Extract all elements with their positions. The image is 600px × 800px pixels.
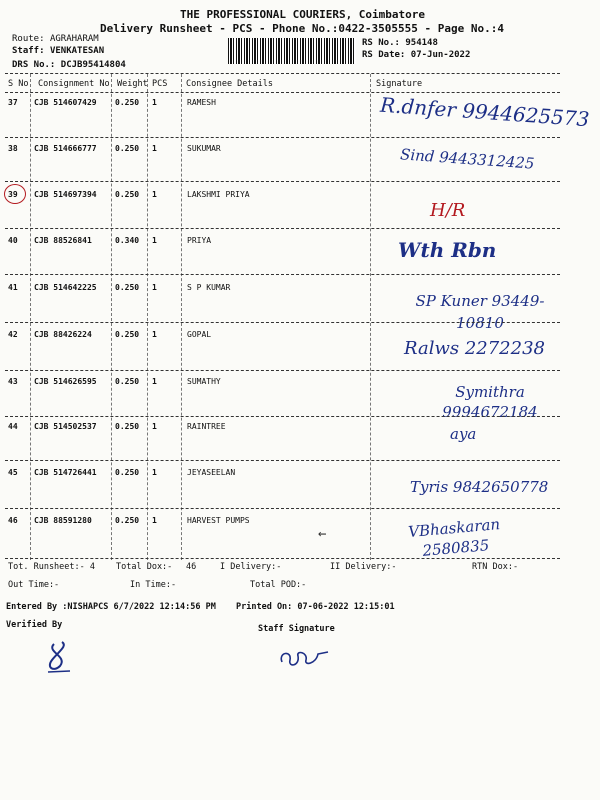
barcode-image	[228, 38, 356, 64]
row-consignee: JEYASEELAN	[187, 468, 236, 477]
header-top-rule	[5, 73, 560, 74]
row-pcs: 1	[152, 236, 157, 245]
row-separator	[5, 370, 560, 371]
col-header-signature: Signature	[376, 79, 423, 89]
row-consignee: SUKUMAR	[187, 144, 221, 153]
drs-value: DCJB95414804	[60, 60, 126, 70]
row-signature: H/R	[430, 200, 466, 221]
staff-value: VENKATESAN	[49, 46, 105, 56]
rtn-dox: RTN Dox:-	[472, 562, 519, 572]
route-value: AGRAHARAM	[49, 34, 99, 44]
in-time: In Time:-	[130, 580, 177, 590]
verified-by: Verified By	[6, 620, 63, 630]
row-weight: 0.340	[115, 236, 140, 245]
total-dox-label: Total Dox:-	[116, 562, 173, 572]
row-sno: 37	[8, 98, 18, 107]
row-sno: 39	[8, 190, 18, 199]
row-consignee: PRIYA	[187, 236, 212, 245]
rs-date-value: 07-Jun-2022	[410, 50, 471, 60]
row-consignment-no: CJB 514666777	[34, 144, 97, 153]
ii-delivery: II Delivery:-	[330, 562, 397, 572]
company-title: THE PROFESSIONAL COURIERS, Coimbatore	[180, 8, 426, 21]
runsheet-subtitle: Delivery Runsheet - PCS - Phone No.:0422-3505555 - Page No.:4	[100, 22, 504, 35]
row-signature: VBhaskaran 2580835	[407, 515, 501, 560]
row-consignment-no: CJB 88526841	[34, 236, 92, 245]
row-weight: 0.250	[115, 98, 140, 107]
col-divider	[111, 74, 112, 560]
col-divider	[30, 74, 31, 560]
row-consignment-no: CJB 88591280	[34, 516, 92, 525]
row-signature: SP Kuner 93449-10810	[415, 292, 545, 332]
tot-runsheet: Tot. Runsheet:- 4	[8, 562, 95, 572]
row-signature: Wth Rbn	[398, 238, 497, 262]
row-consignment-no: CJB 88426224	[34, 330, 92, 339]
col-header-pcs: PCS	[152, 79, 168, 89]
row-signature: Tyris 9842650778	[410, 478, 549, 496]
row-consignment-no: CJB 514607429	[34, 98, 97, 107]
route-field	[12, 34, 99, 44]
row-sno: 41	[8, 283, 18, 292]
row-signature: Ralws 2272238	[404, 338, 545, 359]
row-consignee: S P KUMAR	[187, 283, 231, 292]
row-signature: R.dnfer 9944625573	[379, 92, 591, 132]
row-signature: aya	[450, 425, 477, 443]
row-sno: 42	[8, 330, 18, 339]
row-separator	[5, 322, 560, 323]
row-consignee: GOPAL	[187, 330, 212, 339]
row-pcs: 1	[152, 468, 157, 477]
row-consignee: SUMATHY	[187, 377, 221, 386]
row-sno: 40	[8, 236, 18, 245]
row-weight: 0.250	[115, 330, 140, 339]
total-pod: Total POD:-	[250, 580, 307, 590]
row-signature: Symithra 9994672184	[442, 383, 538, 421]
staff-signature-mark	[276, 640, 332, 674]
row-consignment-no: CJB 514502537	[34, 422, 97, 431]
col-divider	[181, 74, 182, 560]
row-pcs: 1	[152, 144, 157, 153]
i-delivery: I Delivery:-	[220, 562, 282, 572]
row-consignment-no: CJB 514626595	[34, 377, 97, 386]
row-separator	[5, 460, 560, 461]
row-consignee: RAINTREE	[187, 422, 226, 431]
staff-label: Staff:	[12, 46, 45, 56]
row-pcs: 1	[152, 98, 157, 107]
row-sno: 46	[8, 516, 18, 525]
row-separator	[5, 416, 560, 417]
total-dox-value: 46	[186, 562, 197, 572]
row-pcs: 1	[152, 516, 157, 525]
row-weight: 0.250	[115, 422, 140, 431]
row-consignment-no: CJB 514697394	[34, 190, 97, 199]
staff-signature-label: Staff Signature	[258, 624, 335, 634]
row-consignment-no: CJB 514726441	[34, 468, 97, 477]
row-consignee: LAKSHMI PRIYA	[187, 190, 250, 199]
rs-no-value: 954148	[405, 38, 438, 48]
rs-no-label: RS No.:	[362, 38, 400, 48]
row-weight: 0.250	[115, 468, 140, 477]
drs-label: DRS No.:	[12, 60, 56, 70]
row-pcs: 1	[152, 422, 157, 431]
row-consignee: HARVEST PUMPS	[187, 516, 250, 525]
verifier-signature-mark	[40, 638, 80, 678]
row-separator	[5, 274, 560, 275]
col-divider	[147, 74, 148, 560]
row-sno: 45	[8, 468, 18, 477]
header-bottom-rule	[5, 92, 560, 93]
row-separator	[5, 228, 560, 229]
arrow-mark-icon: ←	[318, 526, 327, 542]
row-weight: 0.250	[115, 516, 140, 525]
row-pcs: 1	[152, 190, 157, 199]
row-sno: 38	[8, 144, 18, 153]
rs-no-field	[362, 38, 438, 48]
row-separator	[5, 181, 560, 182]
row-sno: 44	[8, 422, 18, 431]
row-weight: 0.250	[115, 190, 140, 199]
printed-on: Printed On: 07-06-2022 12:15:01	[236, 602, 395, 612]
row-consignment-no: CJB 514642225	[34, 283, 97, 292]
row-weight: 0.250	[115, 144, 140, 153]
row-pcs: 1	[152, 330, 157, 339]
row-signature: Sind 9443312425	[399, 145, 536, 173]
entered-by: Entered By :NISHAPCS 6/7/2022 12:14:56 PM	[6, 602, 216, 612]
route-label: Route:	[12, 34, 45, 44]
row-separator	[5, 137, 560, 138]
table-bottom-rule	[5, 558, 560, 559]
staff-field	[12, 46, 104, 56]
rs-date-field	[362, 50, 470, 60]
row-weight: 0.250	[115, 377, 140, 386]
rs-date-label: RS Date:	[362, 50, 406, 60]
row-separator	[5, 508, 560, 509]
row-weight: 0.250	[115, 283, 140, 292]
col-header-consignee: Consignee Details	[186, 79, 273, 89]
row-pcs: 1	[152, 283, 157, 292]
col-divider	[370, 74, 371, 560]
row-pcs: 1	[152, 377, 157, 386]
drs-field	[12, 60, 126, 70]
row-sno: 43	[8, 377, 18, 386]
out-time: Out Time:-	[8, 580, 60, 590]
col-header-weight: Weight	[117, 79, 148, 89]
row-consignee: RAMESH	[187, 98, 216, 107]
col-header-consignment: Consignment No	[38, 79, 110, 89]
col-header-sno: S No	[8, 79, 29, 89]
